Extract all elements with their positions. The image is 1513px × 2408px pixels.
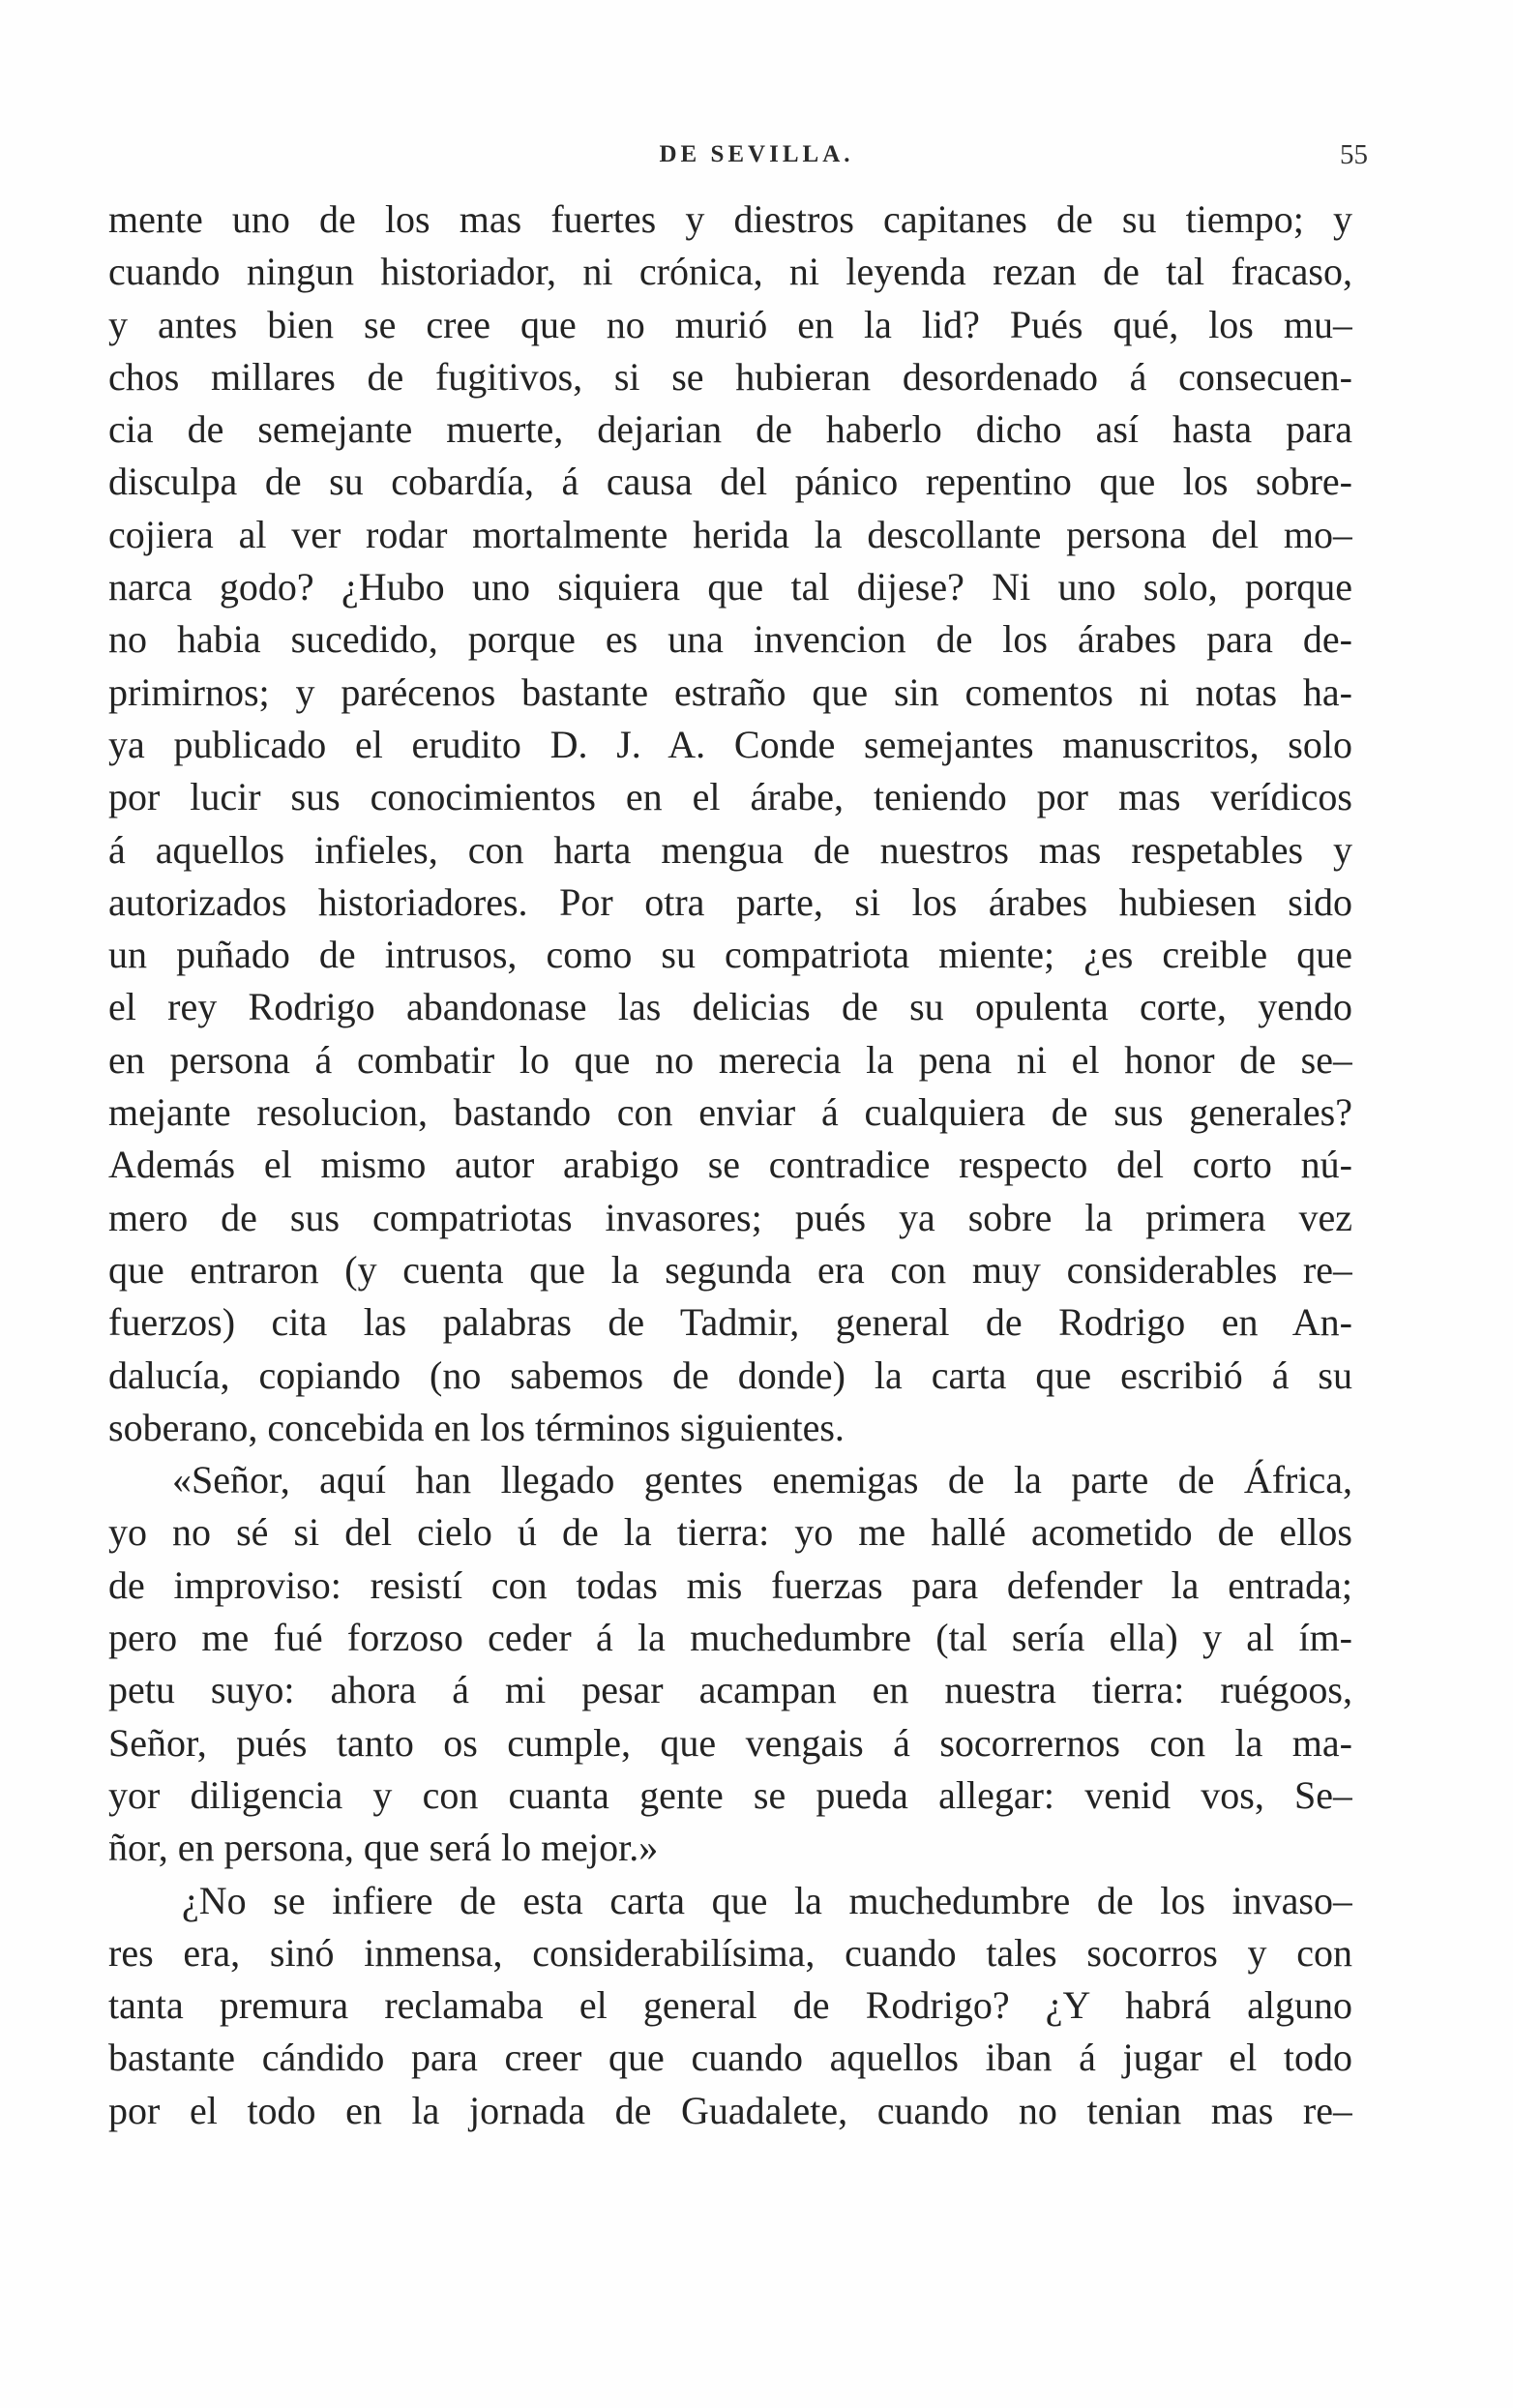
text-line: en persona á combatir lo que no merecia la pena ni el honor de se– (108, 1037, 1352, 1082)
text-line: por lucir sus conocimientos en el árabe, teniendo por mas verídicos (108, 775, 1352, 819)
text-line: que entraron (y cuenta que la segunda era con muy considerables re– (108, 1247, 1352, 1292)
text-line: cojiera al ver rodar mortalmente herida la descollante persona del mo– (108, 512, 1352, 556)
text-line: autorizados historiadores. Por otra parte, si los árabes hubiesen sido (108, 879, 1352, 924)
text-line: mente uno de los mas fuertes y diestros capitanes de su tiempo; y (108, 197, 1352, 241)
text-line: á aquellos infieles, con harta mengua de nuestros mas respetables y (108, 827, 1352, 872)
text-line: Además el mismo autor arabigo se contradice respecto del corto nú- (108, 1143, 1352, 1187)
text-line: cuando ningun historiador, ni crónica, ni leyenda rezan de tal fracaso, (108, 250, 1352, 294)
quote-first-line: «Señor, aquí han llegado gentes enemigas de la parte de África, (172, 1458, 1352, 1502)
paragraph-end-line: soberano, concebida en los términos siguientes. (108, 1405, 845, 1449)
text-line: petu suyo: ahora á mi pesar acampan en nuestra tierra: ruégoos, (108, 1668, 1352, 1712)
text-line: res era, sinó inmensa, considerabilísima, cuando tales socorros y con (108, 1930, 1352, 1975)
text-line: ya publicado el erudito D. J. A. Conde semejantes manuscritos, solo (108, 722, 1352, 766)
text-line: disculpa de su cobardía, á causa del pánico repentino que los sobre- (108, 460, 1352, 504)
text-line: dalucía, copiando (no sabemos de donde) la carta que escribió á su (108, 1353, 1352, 1397)
paragraph-end-line: ñor, en persona, que será lo mejor.» (108, 1826, 659, 1870)
text-line: narca godo? ¿Hubo uno siquiera que tal dijese? Ni uno solo, porque (108, 565, 1352, 609)
text-line: cia de semejante muerte, dejarian de haberlo dicho así hasta para (108, 407, 1352, 452)
text-line: un puñado de intrusos, como su compatriota miente; ¿es creible que (108, 933, 1352, 977)
text-line: el rey Rodrigo abandonase las delicias de su opulenta corte, yendo (108, 985, 1352, 1029)
paragraph-first-line: ¿No se infiere de esta carta que la muchedumbre de los invaso– (182, 1878, 1352, 1922)
text-line: chos millares de fugitivos, si se hubieran desordenado á consecuen- (108, 354, 1352, 399)
text-line: tanta premura reclamaba el general de Rodrigo? ¿Y habrá alguno (108, 1983, 1352, 2028)
text-line: por el todo en la jornada de Guadalete, cuando no tenian mas re– (108, 2088, 1352, 2132)
text-line: mejante resolucion, bastando con enviar á cualquiera de sus generales? (108, 1090, 1352, 1135)
text-line: yo no sé si del cielo ú de la tierra: yo me hallé acometido de ellos (108, 1510, 1352, 1555)
text-line: y antes bien se cree que no murió en la lid? Pués qué, los mu– (108, 302, 1352, 346)
text-line: pero me fué forzoso ceder á la muchedumbre (tal sería ella) y al ím- (108, 1616, 1352, 1660)
text-line: Señor, pués tanto os cumple, que vengais á socorrernos con la ma- (108, 1720, 1352, 1765)
running-title: DE SEVILLA. (659, 141, 854, 167)
text-line: yor diligencia y con cuanta gente se pueda allegar: venid vos, Se– (108, 1772, 1352, 1817)
running-head (0, 141, 1513, 180)
text-line: primirnos; y parécenos bastante estraño que sin comentos ni notas ha- (108, 669, 1352, 714)
text-line: no habia sucedido, porque es una invencion de los árabes para de- (108, 617, 1352, 662)
body-text (108, 193, 1352, 2137)
text-line: fuerzos) cita las palabras de Tadmir, general de Rodrigo en An- (108, 1300, 1352, 1345)
text-line: de improviso: resistí con todas mis fuerzas para defender la entrada; (108, 1562, 1352, 1607)
text-line: bastante cándido para creer que cuando aquellos iban á jugar el todo (108, 2036, 1352, 2080)
text-line: mero de sus compatriotas invasores; pués ya sobre la primera vez (108, 1195, 1352, 1239)
page-number: 55 (1340, 139, 1368, 170)
